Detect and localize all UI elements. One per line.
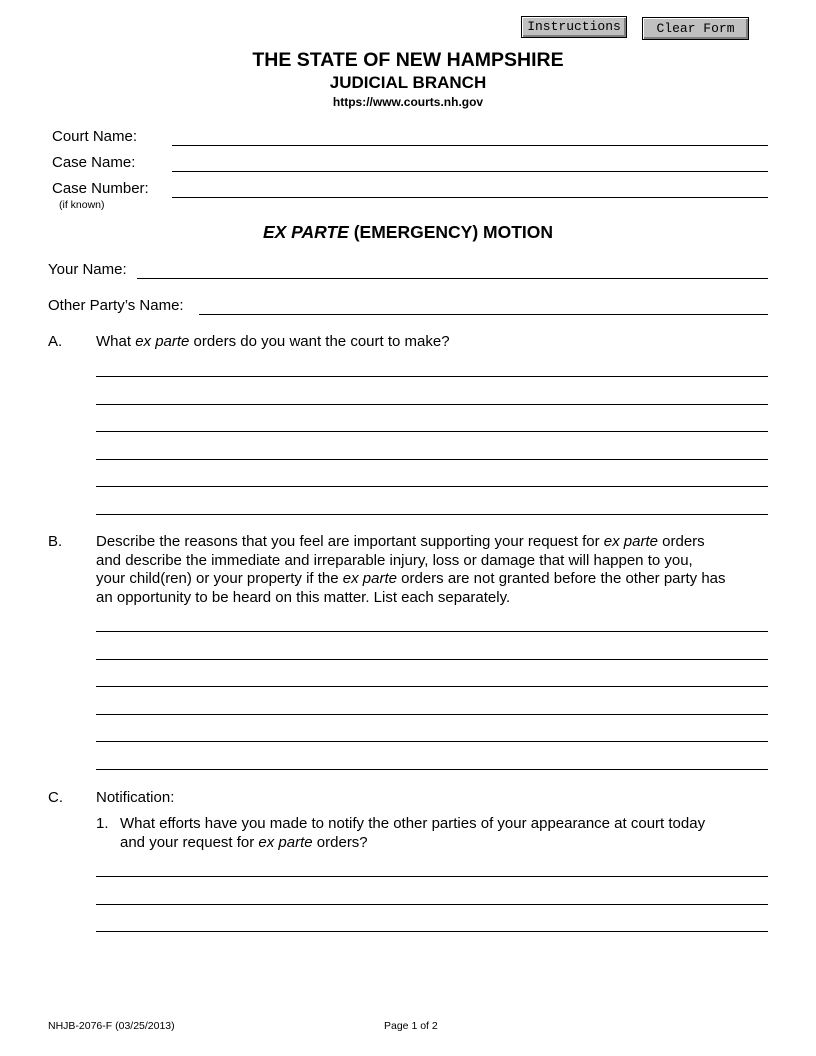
instructions-button[interactable]: Instructions: [521, 16, 627, 38]
case-name-field[interactable]: [174, 152, 766, 170]
your-name-underline: [137, 278, 768, 279]
section-a-letter: A.: [48, 333, 63, 350]
branch-heading: JUDICIAL BRANCH: [329, 73, 487, 92]
section-b-line-2: and describe the immediate and irreparable injury, loss or damage that will happen to you,: [96, 551, 693, 569]
section-c-item-line-2: [120, 834, 780, 853]
section-b-line-3: [96, 570, 776, 589]
other-party-underline: [199, 314, 768, 315]
section-a-line: [96, 514, 768, 515]
section-b-line1-italic: ex parte: [603, 533, 658, 550]
court-name-underline: [172, 145, 768, 146]
motion-title: [0, 222, 816, 243]
your-name-field[interactable]: [139, 259, 766, 277]
section-b-line1-text-1: Describe the reasons that you feel are important supporting your request for: [96, 533, 604, 550]
section-c-heading: Notification:: [96, 789, 175, 806]
section-b-line3-text-1: your child(ren) or your property if the: [96, 570, 343, 587]
section-a-question: [96, 333, 450, 350]
your-name-label: Your Name:: [48, 261, 127, 278]
court-name-field[interactable]: [174, 126, 766, 144]
section-c-item-line2-text-2: orders?: [312, 833, 368, 851]
section-c-line: [96, 931, 768, 932]
section-c-item-number: 1.: [96, 815, 109, 832]
section-b-answer-field[interactable]: [96, 615, 768, 767]
section-a-italic: ex parte: [135, 333, 190, 350]
section-b-line-4: an opportunity to be heard on this matter. List each separately.: [96, 588, 511, 606]
other-party-field[interactable]: [201, 295, 766, 313]
section-b-line: [96, 769, 768, 770]
section-b-line3-italic: ex parte: [342, 570, 397, 587]
section-b-letter: B.: [48, 533, 63, 550]
section-c-item-line2-text-1: and your request for: [120, 833, 259, 851]
motion-title-rest: (EMERGENCY) MOTION: [348, 222, 554, 242]
section-b-line3-text-2: orders are not granted before the other party has: [396, 570, 726, 587]
court-url: https://www.courts.nh.gov: [332, 95, 484, 109]
court-name-label: Court Name:: [52, 128, 138, 145]
form-id: NHJB-2076-F (03/25/2013): [48, 1020, 175, 1032]
section-c-item-line2-italic: ex parte: [258, 833, 313, 851]
section-b-line1-text-2: orders: [657, 533, 705, 550]
state-heading: THE STATE OF NEW HAMPSHIRE: [252, 49, 564, 71]
other-party-label: Other Party’s Name:: [48, 297, 184, 314]
case-number-field[interactable]: [174, 178, 766, 196]
case-name-label: Case Name:: [52, 154, 136, 171]
section-c-item-question: [120, 815, 780, 852]
clear-form-button[interactable]: Clear Form: [642, 17, 749, 40]
motion-title-italic: EX PARTE: [262, 222, 349, 242]
section-a-text-2: orders do you want the court to make?: [189, 333, 450, 350]
section-c-letter: C.: [48, 789, 63, 806]
section-a-text-1: What: [96, 333, 136, 350]
section-b-question: [96, 533, 776, 607]
section-c-item-line-1: What efforts have you made to notify the other parties of your appearance at court today: [120, 815, 706, 832]
case-number-underline: [172, 197, 768, 198]
case-number-label: Case Number:: [52, 180, 149, 197]
case-number-note: (if known): [59, 199, 105, 211]
page-number: Page 1 of 2: [384, 1020, 438, 1032]
case-name-underline: [172, 171, 768, 172]
section-b-line-1: [96, 533, 776, 552]
section-c-answer-field[interactable]: [96, 860, 768, 929]
section-a-answer-field[interactable]: [96, 360, 768, 512]
